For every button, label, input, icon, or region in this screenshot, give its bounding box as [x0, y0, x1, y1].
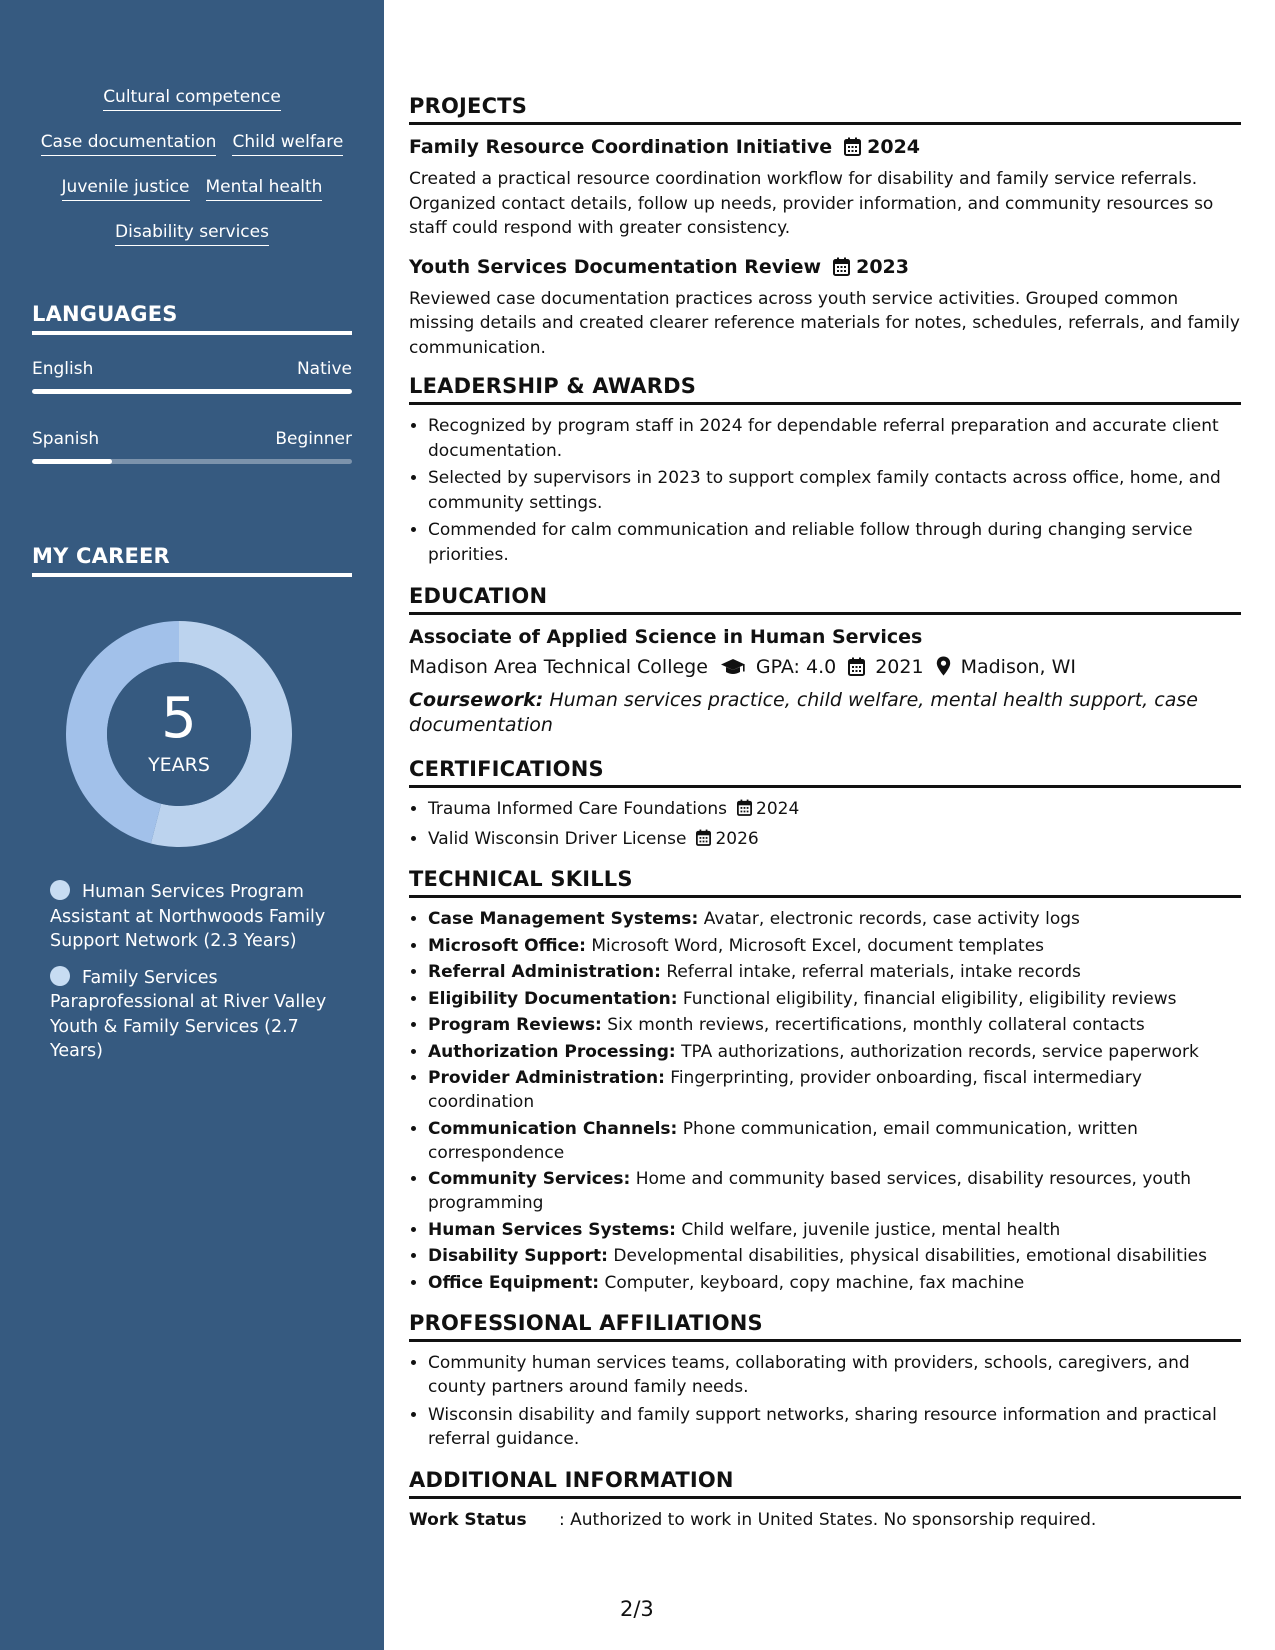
calendar-icon [844, 137, 861, 163]
technical-skill-item [428, 907, 1241, 931]
skill-tag-row [0, 176, 384, 221]
coursework-text: Human services practice, child welfare, mental health support, case documentation [409, 689, 1198, 736]
skill-label: Case Management Systems: [428, 909, 699, 929]
work-status-label: Work Status [409, 1509, 527, 1530]
career-years-label: YEARS [148, 754, 210, 776]
career-legend-dot [50, 966, 70, 986]
skill-label: Office Equipment: [428, 1272, 600, 1293]
career-legend-dot [50, 880, 70, 900]
skill-tag-row [0, 86, 384, 131]
skill-label: Provider Administration: [428, 1068, 665, 1088]
skill-label: Disability Support: [428, 1246, 608, 1266]
additional-info-heading: ADDITIONAL INFORMATION [409, 1468, 1241, 1499]
sidebar [0, 0, 384, 1650]
leadership-item: • Selected by supervisors in 2023 to support complex family contacts across office, home, and community settings. [428, 466, 1241, 515]
skill-label: Community Services: [428, 1169, 631, 1189]
leadership-heading: LEADERSHIP & AWARDS [409, 374, 1241, 405]
calendar-icon [833, 257, 850, 283]
project-year: 2023 [856, 255, 909, 278]
skill-value: Home and community based services, disability resources, youth programming [428, 1169, 1192, 1213]
skill-value: Child welfare, juvenile justice, mental health [675, 1219, 1061, 1240]
languages-heading: LANGUAGES [32, 302, 352, 335]
leadership-list [409, 414, 1241, 567]
skill-tag: Disability services [115, 221, 269, 246]
project-description: Created a practical resource coordination workflow for disability and family service referrals. Organized contact details, follow up needs, provider information, and community resources so staff could respond with greater consistency. [409, 169, 1214, 238]
education-location: Madison, WI [960, 656, 1076, 678]
technical-skills-heading: TECHNICAL SKILLS [409, 867, 1241, 898]
skill-label: Microsoft Office: [428, 935, 586, 956]
technical-skill-item [428, 1271, 1241, 1295]
career-list [50, 880, 340, 1076]
project-year: 2024 [867, 136, 921, 158]
main-content [409, 94, 1241, 1532]
skill-value: Six month reviews, recertifications, monthly collateral contacts [601, 1015, 1145, 1035]
technical-skills-list [409, 907, 1241, 1295]
skill-tag: Child welfare [232, 131, 343, 156]
career-item-text: Human Services Program Assistant at Northwoods Family Support Network (2.3 Years) [50, 882, 326, 951]
work-status-row [409, 1508, 1241, 1532]
project-title-row [409, 254, 1241, 283]
skill-label: Authorization Processing: [428, 1041, 676, 1062]
certification-year: 2026 [715, 828, 759, 849]
skill-value: Microsoft Word, Microsoft Excel, document templates [585, 935, 1045, 956]
skill-tags [0, 86, 384, 266]
career-item [50, 880, 340, 954]
education-gpa: GPA: 4.0 [755, 656, 837, 678]
calendar-icon [696, 829, 711, 854]
skill-value: Referral intake, referral materials, intake records [660, 962, 1081, 982]
language-proficiency-fill [32, 389, 352, 394]
project-title: Youth Services Documentation Review [409, 255, 822, 278]
calendar-icon [737, 799, 752, 824]
career-item [50, 966, 340, 1064]
project-item [409, 254, 1241, 361]
skill-tag: Juvenile justice [62, 176, 190, 201]
calendar-icon [848, 657, 865, 683]
certifications-list [409, 797, 1241, 853]
work-status-value: : Authorized to work in United States. No sponsorship required. [559, 1509, 1097, 1530]
skill-value: Fingerprinting, provider onboarding, fiscal intermediary coordination [428, 1068, 1142, 1112]
technical-skill-item [428, 1117, 1241, 1165]
technical-skill-item [428, 1013, 1241, 1037]
language-level: Beginner [275, 429, 352, 449]
leadership-item: • Recognized by program staff in 2024 for dependable referral preparation and accurate client documentation. [428, 414, 1241, 463]
education-meta [409, 654, 1241, 683]
certification-name: Valid Wisconsin Driver License [428, 828, 687, 849]
language-proficiency-fill [32, 459, 112, 464]
technical-skill-item [428, 1040, 1241, 1064]
language-proficiency-bar [32, 459, 352, 464]
certification-item [428, 827, 1241, 854]
technical-skill-item [428, 1218, 1241, 1242]
affiliation-item: • Wisconsin disability and family support networks, sharing resource information and practical referral guidance. [428, 1403, 1241, 1452]
project-title-row [409, 134, 1241, 163]
language-row [32, 359, 352, 379]
skill-label: Communication Channels: [428, 1118, 678, 1139]
skill-label: Human Services Systems: [428, 1219, 676, 1240]
skill-label: Program Reviews: [428, 1015, 602, 1035]
education-heading: EDUCATION [409, 584, 1241, 615]
education-degree: Associate of Applied Science in Human Services [409, 626, 923, 648]
skill-label: Referral Administration: [428, 962, 661, 982]
career-item-text: Family Services Paraprofessional at River Valley Youth & Family Services (2.7 Years) [50, 967, 327, 1061]
certifications-heading: CERTIFICATIONS [409, 757, 1241, 788]
education-year: 2021 [875, 656, 924, 678]
technical-skill-item [428, 1244, 1241, 1268]
education-school: Madison Area Technical College [409, 656, 708, 678]
skill-value: Avatar, electronic records, case activity logs [698, 909, 1080, 929]
language-name: Spanish [32, 429, 100, 449]
language-proficiency-bar [32, 389, 352, 394]
skill-value: Phone communication, email communication, written correspondence [428, 1118, 1138, 1163]
education-coursework [409, 688, 1241, 737]
page-number: 2/3 [620, 1597, 654, 1621]
project-item [409, 134, 1241, 241]
language-name: English [32, 359, 94, 379]
location-pin-icon [936, 656, 951, 683]
certification-name: Trauma Informed Care Foundations [428, 799, 728, 819]
skill-value: TPA authorizations, authorization records, service paperwork [675, 1041, 1199, 1062]
skill-value: Functional eligibility, financial eligibility, eligibility reviews [677, 988, 1177, 1009]
skill-value: Computer, keyboard, copy machine, fax machine [599, 1272, 1025, 1293]
technical-skill-item [428, 934, 1241, 958]
language-level: Native [296, 359, 352, 379]
affiliations-list [409, 1351, 1241, 1452]
technical-skill-item [428, 1167, 1241, 1215]
skill-label: Eligibility Documentation: [428, 988, 678, 1009]
technical-skill-item [428, 1066, 1241, 1114]
technical-skill-item [428, 960, 1241, 984]
career-donut-chart [66, 621, 292, 847]
skill-tag: Mental health [206, 176, 323, 201]
project-title: Family Resource Coordination Initiative [409, 136, 833, 158]
graduation-cap-icon [720, 657, 746, 683]
skill-tag-row [0, 221, 384, 266]
certification-item [428, 797, 1241, 824]
project-description: Reviewed case documentation practices across youth service activities. Grouped common missing details and created clearer reference materials for notes, schedules, referrals, and family communication. [409, 288, 1240, 358]
skill-tag-row [0, 131, 384, 176]
affiliation-item: • Community human services teams, collaborating with providers, schools, caregivers, and county partners around family needs. [428, 1351, 1241, 1400]
skill-tag: Case documentation [41, 131, 217, 156]
career-heading: MY CAREER [32, 544, 352, 577]
certification-year: 2024 [756, 799, 800, 819]
projects-heading: PROJECTS [409, 94, 1241, 125]
technical-skill-item [428, 987, 1241, 1011]
affiliations-heading: PROFESSIONAL AFFILIATIONS [409, 1311, 1241, 1342]
skill-value: Developmental disabilities, physical disabilities, emotional disabilities [607, 1246, 1207, 1266]
coursework-label: Coursework: [409, 689, 544, 711]
leadership-item: • Commended for calm communication and reliable follow through during changing service priorities. [428, 518, 1241, 567]
career-years-number: 5 [161, 686, 197, 751]
language-row [32, 429, 352, 449]
skill-tag: Cultural competence [103, 86, 281, 111]
